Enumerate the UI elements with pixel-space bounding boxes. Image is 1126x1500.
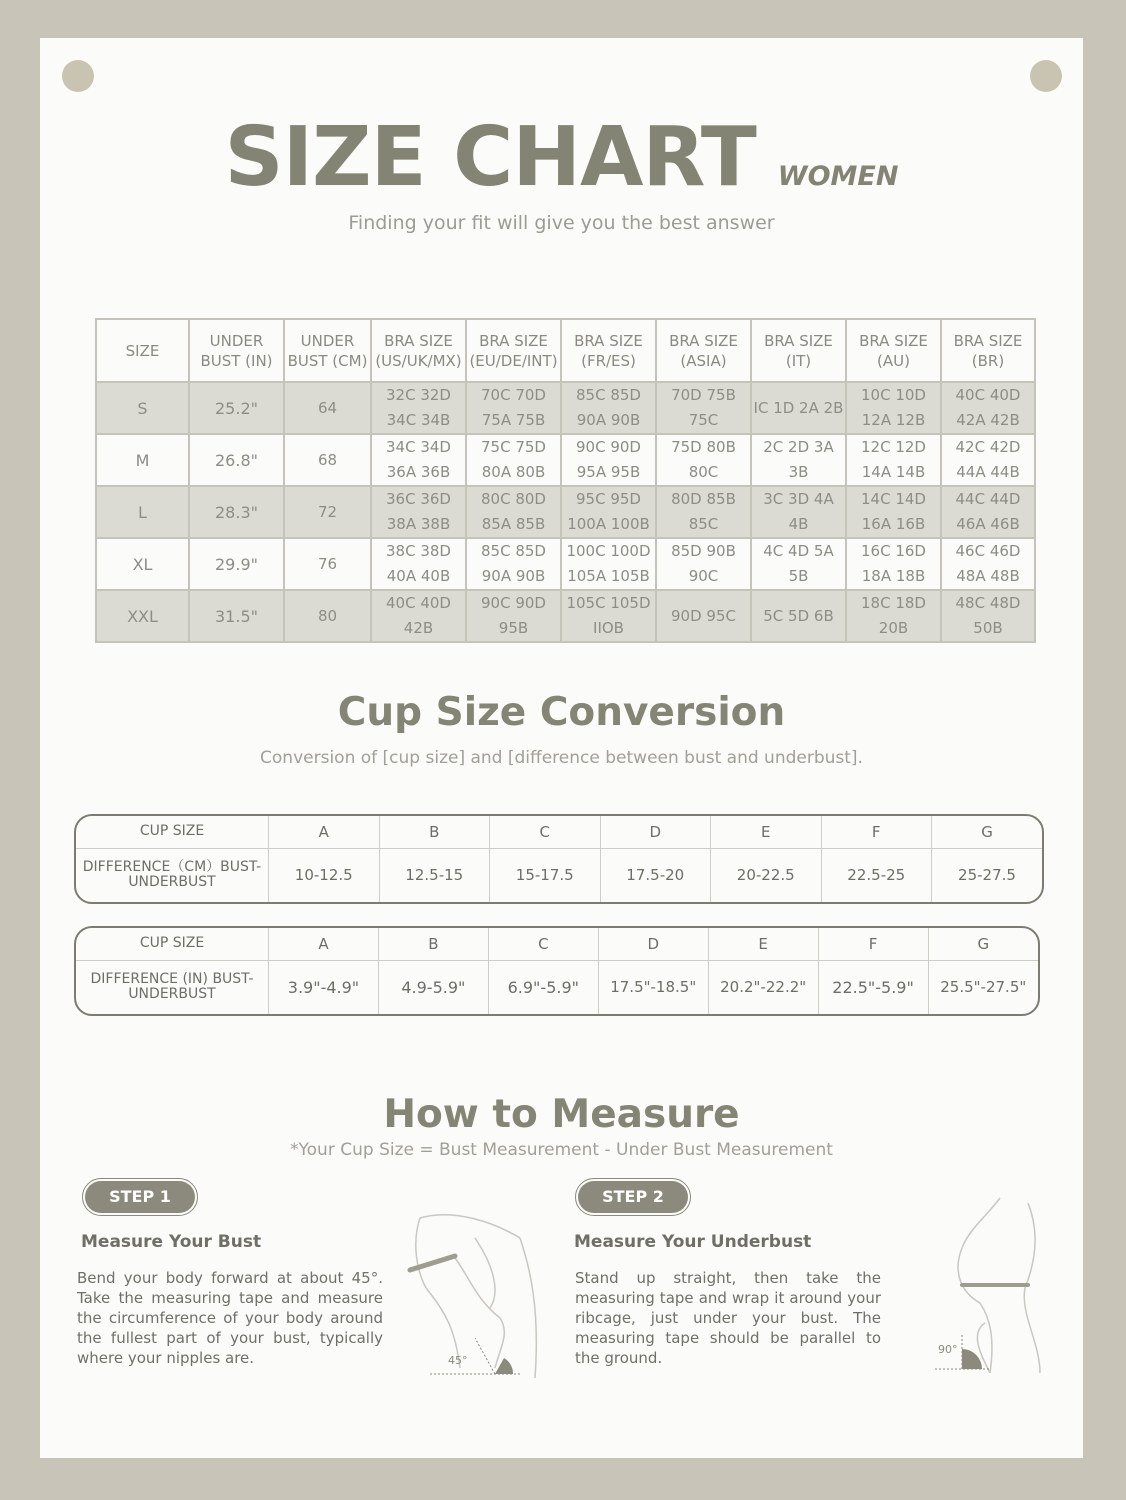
size-table-cell: 80D 85B 85C [656, 486, 751, 538]
size-chart-poster [40, 38, 1083, 1458]
diff-cell: 3.9"-4.9" [269, 960, 379, 1014]
size-table-cell: 90C 90D 95A 95B [561, 434, 656, 486]
size-row [96, 434, 1035, 486]
size-table-cell: 105C 105D IIOB [561, 590, 656, 642]
col-header: BRA SIZE (IT) [751, 319, 846, 382]
size-table-cell: 26.8" [189, 434, 284, 486]
size-cell: XXL [96, 590, 189, 642]
pin-decoration-left [62, 60, 94, 92]
difference-label: DIFFERENCE (IN) BUST-UNDERBUST [76, 960, 269, 1014]
size-table-cell: 4C 4D 5A 5B [751, 538, 846, 590]
size-table-cell: IC 1D 2A 2B [751, 382, 846, 434]
diff-cell: 22.5-25 [821, 848, 932, 902]
size-table-cell: 12C 12D 14A 14B [846, 434, 941, 486]
size-table-cell: 46C 46D 48A 48B [941, 538, 1035, 590]
cup-row-sizes [76, 928, 1038, 960]
size-table-cell: 14C 14D 16A 16B [846, 486, 941, 538]
size-table-cell: 64 [284, 382, 371, 434]
step2-badge: STEP 2 [578, 1181, 688, 1213]
how-to-measure-title: How to Measure [383, 1092, 740, 1137]
size-table-cell: 36C 36D 38A 38B [371, 486, 466, 538]
size-table-cell: 18C 18D 20B [846, 590, 941, 642]
title-main: SIZE CHART [224, 110, 756, 205]
step2-text: Stand up straight, then take the measuring tape and wrap it around your ribcage, just under your bust. The measuring tape should be parallel to the ground. [575, 1269, 881, 1367]
size-table-cell: 16C 16D 18A 18B [846, 538, 941, 590]
col-header: BRA SIZE (EU/DE/INT) [466, 319, 561, 382]
cup-row-sizes [76, 816, 1042, 848]
step1-badge: STEP 1 [85, 1181, 195, 1213]
size-row [96, 590, 1035, 642]
size-table-cell: 31.5" [189, 590, 284, 642]
cup-cell: B [378, 928, 488, 960]
step2-title: Measure Your Underbust [574, 1232, 812, 1252]
size-table-cell: 90D 95C [656, 590, 751, 642]
diff-cell: 25.5"-27.5" [928, 960, 1038, 1014]
cup-cell: D [598, 928, 708, 960]
cup-table-in [74, 926, 1040, 1016]
diff-cell: 10-12.5 [269, 848, 380, 902]
cup-cell: A [269, 928, 379, 960]
cup-table-cm [74, 814, 1044, 904]
col-header: UNDER BUST (CM) [284, 319, 371, 382]
size-table-cell: 68 [284, 434, 371, 486]
col-header: UNDER BUST (IN) [189, 319, 284, 382]
size-cell: L [96, 486, 189, 538]
size-table-cell: 80 [284, 590, 371, 642]
size-table-cell: 85D 90B 90C [656, 538, 751, 590]
step2-angle-label: 90° [938, 1343, 958, 1356]
cup-size-label: CUP SIZE [76, 928, 269, 960]
diff-cell: 12.5-15 [379, 848, 490, 902]
col-header: SIZE [96, 319, 189, 382]
size-table-cell: 100C 100D 105A 105B [561, 538, 656, 590]
size-cell: S [96, 382, 189, 434]
col-header: BRA SIZE (AU) [846, 319, 941, 382]
col-header: BRA SIZE (ASIA) [656, 319, 751, 382]
size-table-cell: 95C 95D 100A 100B [561, 486, 656, 538]
size-table-cell: 80C 80D 85A 85B [466, 486, 561, 538]
size-table-cell: 28.3" [189, 486, 284, 538]
bust-measure-illustration [400, 1198, 550, 1388]
cup-cell: G [932, 816, 1043, 848]
size-table-cell: 44C 44D 46A 46B [941, 486, 1035, 538]
size-cell: XL [96, 538, 189, 590]
pin-decoration-right [1030, 60, 1062, 92]
diff-cell: 4.9-5.9" [378, 960, 488, 1014]
diff-cell: 6.9"-5.9" [488, 960, 598, 1014]
size-table-cell: 3C 3D 4A 4B [751, 486, 846, 538]
diff-cell: 20.2"-22.2" [708, 960, 818, 1014]
size-table-cell: 40C 40D 42A 42B [941, 382, 1035, 434]
diff-cell: 17.5-20 [600, 848, 711, 902]
col-header: BRA SIZE (BR) [941, 319, 1035, 382]
cup-cell: G [928, 928, 1038, 960]
cup-cell: C [488, 928, 598, 960]
cup-row-diff-in [76, 960, 1038, 1014]
size-table-cell: 75C 75D 80A 80B [466, 434, 561, 486]
diff-cell: 20-22.5 [711, 848, 822, 902]
size-row [96, 486, 1035, 538]
size-table-cell: 85C 85D 90A 90B [466, 538, 561, 590]
diff-cell: 25-27.5 [932, 848, 1043, 902]
cup-row-diff-cm [76, 848, 1042, 902]
size-table-cell: 72 [284, 486, 371, 538]
cup-size-label: CUP SIZE [76, 816, 269, 848]
size-row [96, 538, 1035, 590]
size-cell: M [96, 434, 189, 486]
size-table-cell: 32C 32D 34C 34B [371, 382, 466, 434]
step1-text: Bend your body forward at about 45°. Take the measuring tape and measure the circumference of your body around the fullest part of your bust, typically where your nipples are. [77, 1269, 383, 1367]
size-table-cell: 48C 48D 50B [941, 590, 1035, 642]
title-tag: WOMEN [777, 161, 899, 192]
size-table-cell: 90C 90D 95B [466, 590, 561, 642]
size-table-cell: 85C 85D 90A 90B [561, 382, 656, 434]
cup-cell: E [708, 928, 818, 960]
step1-angle-label: 45° [448, 1354, 468, 1367]
page-subtitle: Finding your fit will give you the best answer [348, 212, 775, 234]
how-to-measure-subtitle: *Your Cup Size = Bust Measurement - Under Bust Measurement [290, 1140, 833, 1160]
diff-cell: 15-17.5 [490, 848, 601, 902]
cup-cell: F [818, 928, 928, 960]
size-table-cell: 76 [284, 538, 371, 590]
col-header: BRA SIZE (US/UK/MX) [371, 319, 466, 382]
size-table-cell: 29.9" [189, 538, 284, 590]
size-table-cell: 42C 42D 44A 44B [941, 434, 1035, 486]
cup-conversion-subtitle: Conversion of [cup size] and [difference between bust and underbust]. [260, 748, 863, 768]
size-table-cell: 38C 38D 40A 40B [371, 538, 466, 590]
page-title [40, 110, 1083, 205]
size-table-cell: 70D 75B 75C [656, 382, 751, 434]
cup-cell: A [269, 816, 380, 848]
size-table [95, 318, 1036, 643]
underbust-measure-illustration [890, 1193, 1050, 1378]
size-table-cell: 40C 40D 42B [371, 590, 466, 642]
diff-cell: 22.5"-5.9" [818, 960, 928, 1014]
cup-cell: D [600, 816, 711, 848]
step1-title: Measure Your Bust [81, 1232, 262, 1252]
size-table-cell: 5C 5D 6B [751, 590, 846, 642]
cup-cell: E [711, 816, 822, 848]
size-table-cell: 25.2" [189, 382, 284, 434]
size-table-cell: 70C 70D 75A 75B [466, 382, 561, 434]
cup-conversion-title: Cup Size Conversion [337, 690, 786, 735]
difference-label: DIFFERENCE（CM）BUST-UNDERBUST [76, 848, 269, 902]
size-table-cell: 10C 10D 12A 12B [846, 382, 941, 434]
cup-cell: F [821, 816, 932, 848]
size-table-cell: 2C 2D 3A 3B [751, 434, 846, 486]
size-table-header-row [96, 319, 1035, 382]
size-row [96, 382, 1035, 434]
col-header: BRA SIZE (FR/ES) [561, 319, 656, 382]
cup-cell: B [379, 816, 490, 848]
diff-cell: 17.5"-18.5" [598, 960, 708, 1014]
size-table-cell: 34C 34D 36A 36B [371, 434, 466, 486]
size-table-cell: 75D 80B 80C [656, 434, 751, 486]
cup-cell: C [490, 816, 601, 848]
